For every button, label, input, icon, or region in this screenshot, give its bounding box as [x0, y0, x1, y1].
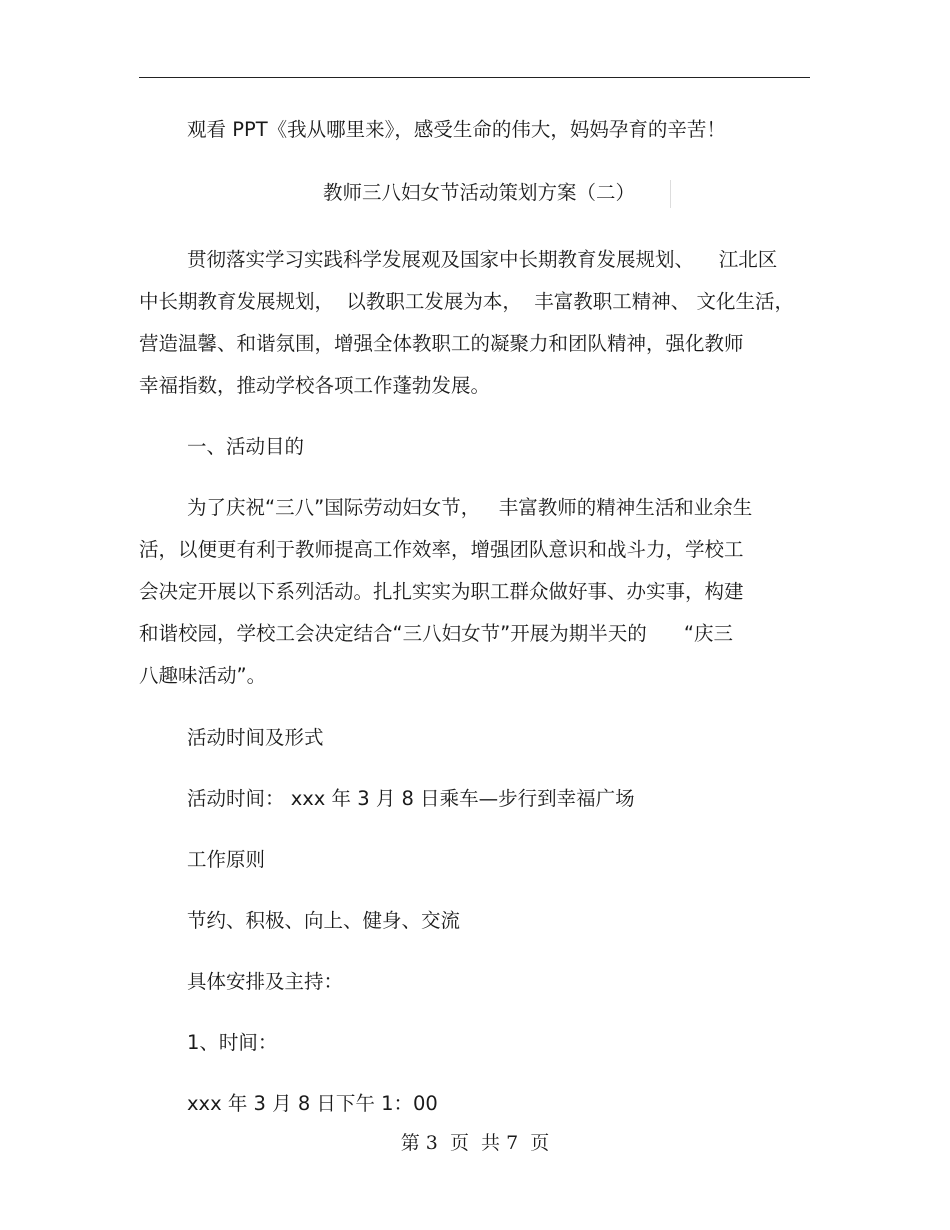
heading-purpose: 一、活动目的 [187, 435, 305, 458]
paragraph-line: 八趣味活动”。 [139, 664, 267, 687]
paragraph-line: 活，以便更有利于教师提高工作效率，增强团队意识和战斗力，学校工 [139, 538, 744, 561]
heading-time-form: 活动时间及形式 [187, 726, 324, 749]
heading-principle: 工作原则 [187, 848, 266, 871]
intro-line: 观看 PPT《我从哪里来》，感受生命的伟大，妈妈孕育的辛苦！ [187, 118, 726, 141]
paragraph-line: 为了庆祝“三八”国际劳动妇女节， 丰富教师的精神生活和业余生 [187, 496, 753, 519]
paragraph-line: 中长期教育发展规划， 以教职工发展为本， 丰富教职工精神、 文化生活， [139, 290, 794, 313]
paragraph-line: 贯彻落实学习实践科学发展观及国家中长期教育发展规划、 江北区 [187, 248, 778, 271]
paragraph-line: 会决定开展以下系列活动。扎扎实实为职工群众做好事、办实事，构建 [139, 580, 744, 603]
heading-arrangement: 具体安排及主持： [187, 970, 344, 993]
paragraph-line: 和谐校园，学校工会决定结合“三八妇女节”开展为期半天的 “庆三 [139, 622, 733, 645]
header-rule [139, 77, 810, 78]
paragraph-line: 幸福指数，推动学校各项工作蓬勃发展。 [139, 374, 491, 397]
time-label: 1、时间： [187, 1031, 278, 1054]
principle-text: 节约、积极、向上、健身、交流 [187, 909, 461, 932]
time-value: xxx 年 3 月 8 日下午 1：00 [187, 1092, 438, 1115]
activity-time: 活动时间： xxx 年 3 月 8 日乘车—步行到幸福广场 [187, 787, 635, 810]
title-divider [670, 180, 671, 208]
paragraph-line: 营造温馨、和谐氛围，增强全体教职工的凝聚力和团队精神，强化教师 [139, 332, 744, 355]
section-title: 教师三八妇女节活动策划方案（二） [323, 181, 636, 204]
page-number: 第 3 页 共 7 页 [400, 1132, 550, 1154]
